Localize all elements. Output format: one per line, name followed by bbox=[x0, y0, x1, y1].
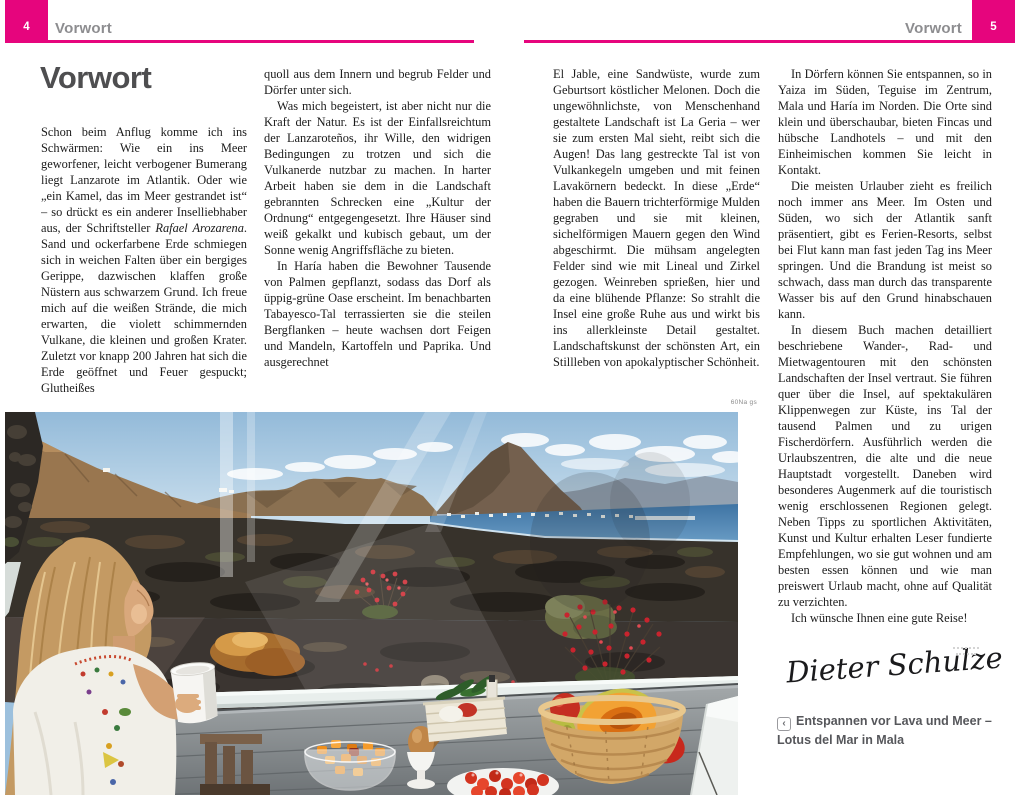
paragraph: In diesem Buch machen detailliert beschriebene Wander-, Rad- und Mietwagentouren mit den schönsten Landschaften der Insel vertraut. Sie führen quer über die Insel, auf spektakulären Klippenwegen zur Küste, ins Tal der tausend Palmen und zu urigen Fischerdörfern. Ausführlich werden die Urlaubszentren, die alte und die neue Hauptstadt vorgestellt. Daneben wird besonderes Augenmerk auf die touristisch wenig erschlossenen Regionen gelegt. Neben Tipps zu sportlichen Aktivitäten, Kunst und Kultur erhalten Leser fundierte Empfehlungen, wo sie gut wohnen und am besten essen können und wie man preiswert Urlaub macht, ohne auf Qualität zu verzichten. bbox=[778, 323, 992, 609]
header-rule-right bbox=[524, 40, 1015, 43]
caption-text: Entspannen vor Lava und Meer – bbox=[796, 714, 992, 728]
author-name-italic: Rafael Arozarena bbox=[155, 221, 244, 235]
page-number-left: 4 bbox=[23, 21, 30, 33]
paragraph: El Jable, eine Sandwüste, wurde zum Geburtsort köstlicher Melonen. Doch die ungewöhnlichste, von Menschenhand gestaltete Landschaft ist La Geria – wer sie zum ersten Mal sieht, reibt sich die Augen! Das lang gestreckte Tal ist von Vulkankegeln umgeben und mit feinen Lavakörnern bedeckt. In diese „Erde“ haben die Bauern trichterförmige Mulden gegraben und sie mit kleinen, sichelförmigen Mauern gegen den Wind abgeschirmt. Die mühsam angelegten Felder sind wie mit Lineal und Zirkel gezogen. Weinreben sprießen, hier und da eine blühende Pflanze: So strahlt die Insel eine große Ruhe aus und wirkt bis ins allerkleinste Detail gestaltet. Landschaftskunst der schönsten Art, ein Stillleben von apokalyptischer Schönheit. bbox=[553, 67, 760, 369]
print-speckle bbox=[953, 647, 979, 649]
photo-caption bbox=[777, 712, 1002, 749]
paragraph: Die meisten Urlauber zieht es freilich noch immer ans Meer. Im Osten und Süden, wo sich der Atlantik sanft präsentiert, gibt es Ferien-Resorts, selbst bei Flut kann man fast jeden Tag ins Meer springen. Und die Brandung ist meist so schwach, dass man durch das transparente Wasser bis auf den Grund hinabschauen kann. bbox=[778, 179, 992, 321]
photo-credit: 60Na gs bbox=[730, 399, 757, 406]
right-column-1 bbox=[553, 66, 760, 398]
caption-line-2: Lotus del Mar in Mala bbox=[777, 733, 905, 747]
photo-white-finca bbox=[103, 468, 110, 472]
paragraph: quoll aus dem Innern und begrub Felder und Dörfer unter sich. bbox=[264, 67, 491, 97]
caption-line-1 bbox=[777, 712, 1002, 731]
page-number-tab-left bbox=[5, 0, 48, 40]
header-rule-left bbox=[5, 40, 474, 43]
photo-coffee-mug bbox=[170, 661, 220, 725]
photo bbox=[5, 412, 738, 795]
paragraph-text: Schon beim Anflug komme ich ins Schwärmen: Wie ein ins Meer geworfener, leicht verbogener Bumerang liegt Lanzarote im Atlantik. Oder wie „ein Kamel, das im Meer gestrandet ist“ – so drückt es ein anderer Inselliebhaber aus, der Schriftsteller bbox=[41, 125, 247, 235]
left-column-1 bbox=[41, 124, 247, 398]
paragraph: In Haría haben die Bewohner Tausende von Palmen gepflanzt, sodass das Dorf als üppig-grüne Oase erscheint. Im benachbarten Tabayesco-Tal terrassierten sie die steilen Bergflanken – heute wachsen dort Feigen und Mandeln, Kartoffeln und Paprika. Und ausgerechnet bbox=[264, 259, 491, 369]
photo-illustration bbox=[5, 412, 738, 795]
paragraph: Was mich begeistert, ist aber nicht nur die Kraft der Natur. Es ist der Einfallsreichtum der Lanzaroteños, ihr Wille, den widrigen Bedingungen zu trotzen und sich die Vulkanerde nutzbar zu machen. In harter Arbeit haben sie dem in die Landschaft gebrannten Schrecken eine „Kultur der Ordnung“ entgegengesetzt. Ihre Häuser sind weiß gekalkt und kubisch gebaut, um der Sonne wenig Angriffsfläche zu bieten. bbox=[264, 99, 491, 257]
author-signature: Dieter Schulze bbox=[785, 640, 1004, 690]
paragraph bbox=[41, 124, 247, 396]
right-column-2 bbox=[778, 66, 992, 644]
running-head-left: Vorwort bbox=[55, 20, 112, 37]
running-head-right: Vorwort bbox=[905, 20, 962, 37]
paragraph: Ich wünsche Ihnen eine gute Reise! bbox=[791, 611, 968, 625]
page-title: Vorwort bbox=[40, 60, 152, 95]
paragraph: In Dörfern können Sie entspannen, so in Yaiza im Süden, Teguise im Zentrum, Mala und Haría im Norden. Die Orte sind klein und überschaubar, bieten Fincas und hübsche Landhotels – und mit den Einheimischen kommen Sie leicht in Kontakt. bbox=[778, 67, 992, 177]
page-number-tab-right bbox=[972, 0, 1015, 40]
page-number-right: 5 bbox=[990, 21, 997, 33]
paragraph-text: . Sand und ockerfarbene Erde schmiegen sich in weichen Falten über ein bergiges Gerippe, dazwischen klaffen große Nüstern aus schwarzem Grund. Ich freue mich auf die weißen Strände, die mich erwarten, die violett schimmernden Vulkane, die kleinen und großen Krater. Zuletzt vor knapp 200 Jahren hat sich die Erde geöffnet und Feuer gespuckt; Glutheißes bbox=[41, 221, 247, 395]
photo-reference-arrow-icon: ‹ bbox=[777, 717, 791, 731]
print-speckle bbox=[956, 653, 976, 655]
left-column-2 bbox=[264, 66, 491, 398]
